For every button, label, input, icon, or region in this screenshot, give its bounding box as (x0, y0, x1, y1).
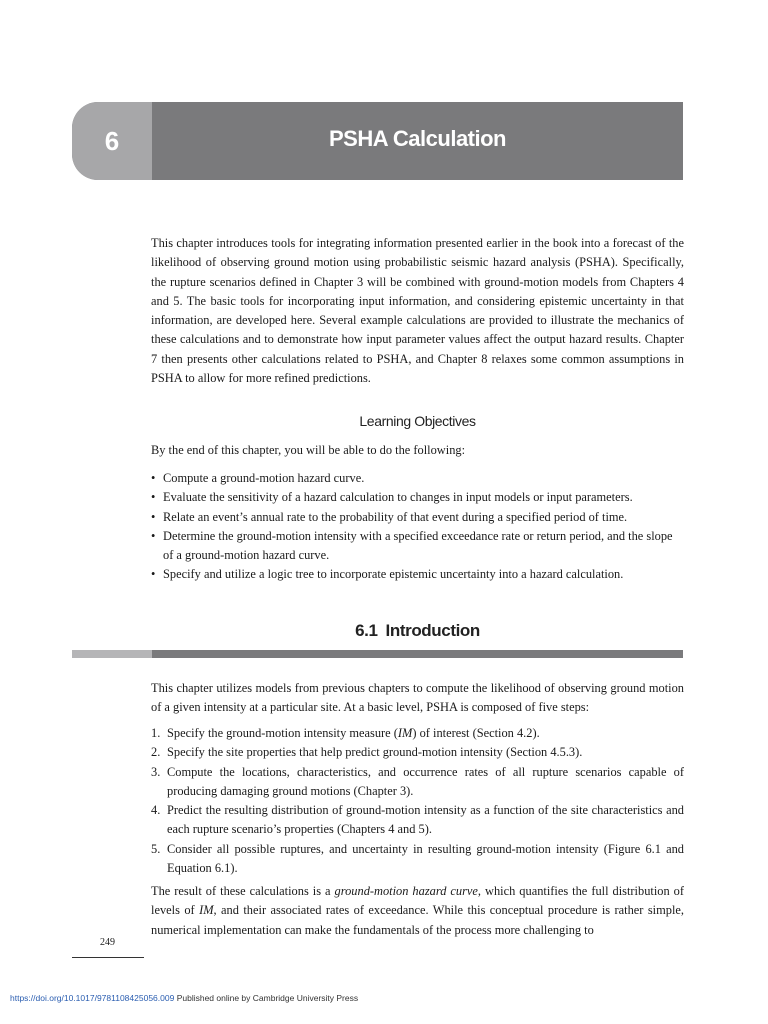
learning-objectives-heading: Learning Objectives (359, 413, 476, 429)
step-item: 4. Predict the resulting distribution of ground-motion intensity as a function of the site characteristics and each rupture scenario’s properties (Chapters 4 and 5). (151, 803, 684, 837)
objective-item: • Specify and utilize a logic tree to incorporate epistemic uncertainty into a hazard calculation. (151, 565, 684, 584)
bullet-icon: • (151, 490, 156, 505)
bullet-icon: • (151, 528, 156, 543)
footer-text: Published online by Cambridge University Press (174, 993, 359, 1003)
section-rule-right (152, 650, 683, 658)
objective-item: • Compute a ground-motion hazard curve. (151, 469, 684, 488)
chapter-title: PSHA Calculation (329, 126, 506, 151)
step-item: 1. Specify the ground-motion intensity measure (IM) of interest (Section 4.2). (151, 726, 540, 740)
section-rule-left (72, 650, 152, 658)
doi-link[interactable]: https://doi.org/10.1017/9781108425056.009 (10, 993, 175, 1003)
learning-objectives-list (151, 469, 684, 585)
section-paragraph: This chapter utilizes models from previous chapters to compute the likelihood of observing ground motion of a given intensity at a particular site. At a basic level, PSHA is composed of five steps: (151, 681, 684, 715)
chapter-number: 6 (72, 102, 152, 180)
bullet-icon: • (151, 567, 156, 582)
chapter-banner (72, 102, 683, 180)
learning-objectives-lead: By the end of this chapter, you will be able to do the following: (151, 443, 466, 457)
step-item: 5. Consider all possible ruptures, and uncertainty in resulting ground-motion intensity (Figure 6.1 and Equation 6.1). (151, 841, 684, 876)
objective-item: • Determine the ground-motion intensity with a specified exceedance rate or return period, and the slope of a ground-motion hazard curve. (151, 528, 673, 563)
bullet-icon: • (151, 471, 156, 485)
step-item: 2. Specify the site properties that help predict ground-motion intensity (Section 4.5.3). (151, 745, 583, 760)
objective-item: • Evaluate the sensitivity of a hazard calculation to changes in input models or input parameters. (151, 488, 684, 507)
intro-paragraph: This chapter introduces tools for integrating information presented earlier in the book into a forecast of the likelihood of observing ground motion using probabilistic seismic hazard analysis (PSHA). Specifically, the rupture scenarios defined in Chapter 3 will be combined with ground-motion models from Chapters 4 and 5. The basic tools for incorporating input information, and considering epistemic uncertainty in that information, are developed here. Several example calculations are provided to illustrate the mechanics of these calculations and to demonstrate how input parameter values affect the output hazard results. Chapter 7 then presents other calculations related to PSHA, and Chapter 8 relaxes some common assumptions in PSHA to allow for more refined predictions. (151, 236, 684, 386)
footer (10, 993, 358, 1003)
step-item: 3. Compute the locations, characteristics, and occurrence rates of all rupture scenarios capable of producing damaging ground motions (Chapter 3). (151, 764, 684, 798)
steps-list (151, 724, 684, 878)
objective-item: • Relate an event’s annual rate to the probability of that event during a specified period of time. (151, 508, 684, 527)
section-number: 6.1 (355, 621, 378, 640)
section-title: Introduction (385, 621, 480, 640)
page-number-rule (72, 957, 144, 958)
page-number: 249 (100, 937, 115, 948)
bullet-icon: • (151, 509, 156, 524)
closing-paragraph: The result of these calculations is a ground-motion hazard curve, which quantifies the full distribution of levels of IM, and their associated rates of exceedance. While this conceptual procedure is rather simple, numerical implementation can make the fundamentals of the process more challenging to (151, 884, 684, 937)
section-heading (151, 619, 684, 643)
